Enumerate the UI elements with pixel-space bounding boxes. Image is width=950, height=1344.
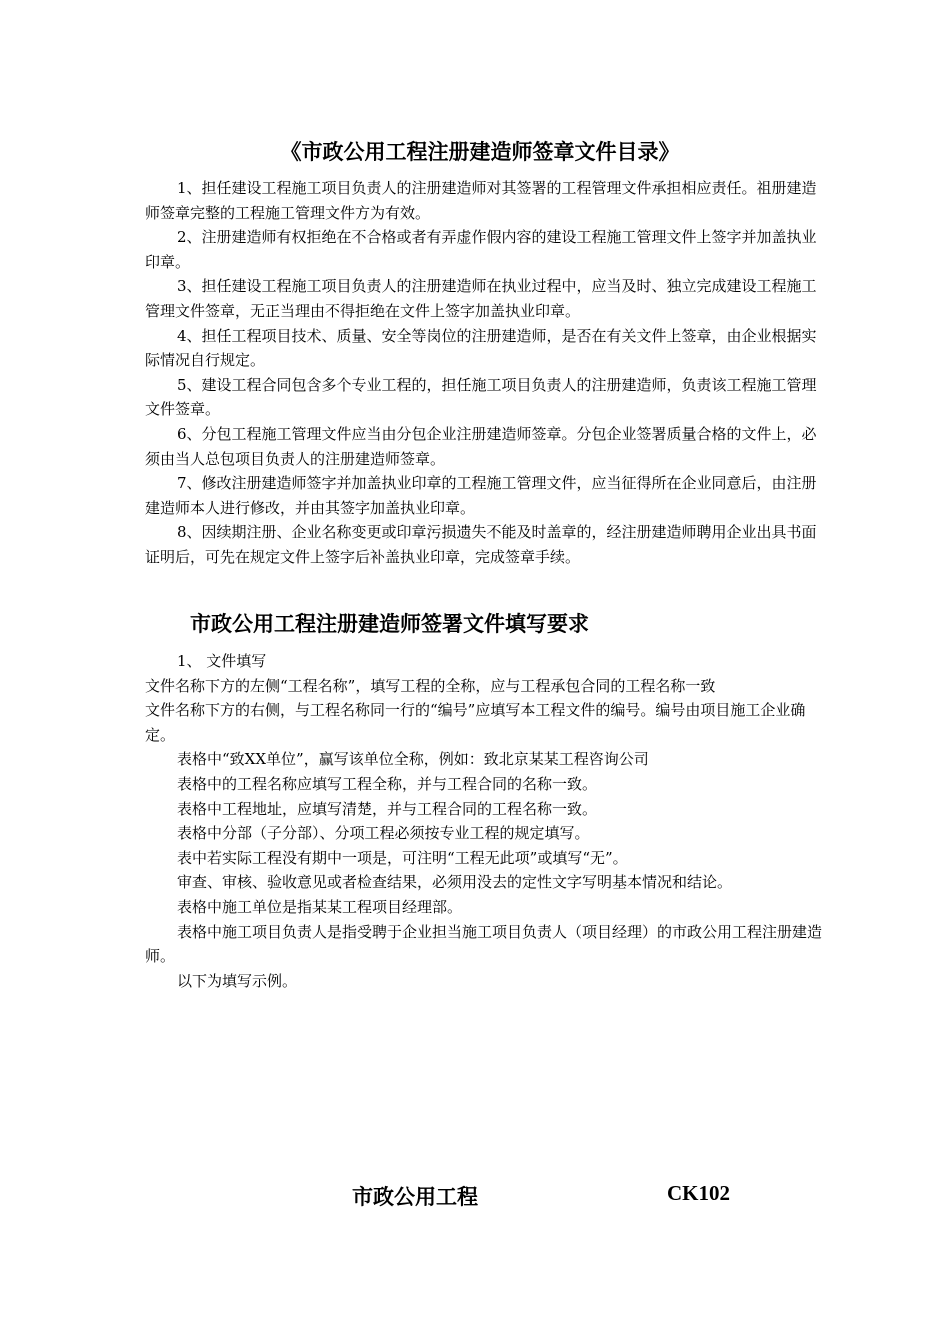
rule-item-4: 4、担任工程项目技术、质量、安全等岗位的注册建造师，是否在有关文件上签章，由企业根据实际情况自行规定。	[145, 326, 817, 370]
document-title: 《市政公用工程注册建造师签章文件目录》	[280, 139, 680, 164]
rule-item-3: 3、担任建设工程施工项目负责人的注册建造师在执业过程中，应当及时、独立完成建设工程施工管理文件签章，无正当理由不得拒绝在文件上签字加盖执业印章。	[145, 277, 817, 320]
rule-item-2: 2、注册建造师有权拒绝在不合格或者有弄虚作假内容的建设工程施工管理文件上签字并加盖执业印章。	[145, 228, 817, 271]
rule-item-7: 7、修改注册建造师签字并加盖执业印章的工程施工管理文件，应当征得所在企业同意后，由注册建造师本人进行修改，并由其签字加盖执业印章。	[145, 474, 817, 517]
requirement-line: 以下为填写示例。	[177, 971, 298, 990]
requirement-line: 表格中施工项目负责人是指受聘于企业担当施工项目负责人（项目经理）的市政公用工程注册建造师。	[145, 922, 823, 966]
form-category-label: 市政公用工程	[352, 1184, 478, 1209]
requirement-paragraph: 文件名称下方的右侧，与工程名称同一行的“编号”应填写本工程文件的编号。编号由项目施工企业确定。	[145, 701, 806, 744]
rule-item-1: 1、担任建设工程施工项目负责人的注册建造师对其签署的工程管理文件承担相应责任。祖册建造师签章完整的工程施工管理文件方为有效。	[145, 179, 817, 222]
rule-item-6: 6、分包工程施工管理文件应当由分包企业注册建造师签章。分包企业签署质量合格的文件上，必须由当人总包项目负责人的注册建造师签章。	[145, 424, 817, 468]
form-code-label: CK102	[667, 1181, 730, 1205]
requirement-line: 审查、审核、验收意见或者检查结果，必须用没去的定性文字写明基本情况和结论。	[177, 873, 733, 892]
rule-item-5: 5、建设工程合同包含多个专业工程的，担任施工项目负责人的注册建造师，负责该工程施工管理文件签章。	[145, 375, 817, 419]
requirement-heading: 1、 文件填写	[177, 652, 267, 670]
requirement-line: 表格中施工单位是指某某工程项目经理部。	[177, 897, 463, 916]
filling-requirements	[145, 649, 825, 993]
signature-rules-list	[145, 176, 825, 570]
requirement-line: 表中若实际工程没有期中一项是，可注明“工程无此项”或填写“无”。	[177, 848, 628, 867]
rule-item-8: 8、因续期注册、企业名称变更或印章污损遗失不能及时盖章的，经注册建造师聘用企业出具书面证明后，可先在规定文件上签字后补盖执业印章，完成签章手续。	[145, 523, 817, 566]
requirement-line: 表格中“致XX单位”，赢写该单位全称，例如：致北京某某工程咨询公司	[177, 750, 649, 769]
requirement-paragraph: 文件名称下方的左侧“工程名称”，填写工程的全称，应与工程承包合同的工程名称一致	[145, 676, 716, 695]
section-heading: 市政公用工程注册建造师签署文件填写要求	[190, 611, 589, 636]
requirement-line: 表格中工程地址，应填写清楚，并与工程合同的工程名称一致。	[177, 799, 598, 818]
requirement-line: 表格中的工程名称应填写工程全称，并与工程合同的名称一致。	[177, 774, 598, 793]
requirement-line: 表格中分部（子分部）、分项工程必须按专业工程的规定填写。	[177, 824, 590, 843]
